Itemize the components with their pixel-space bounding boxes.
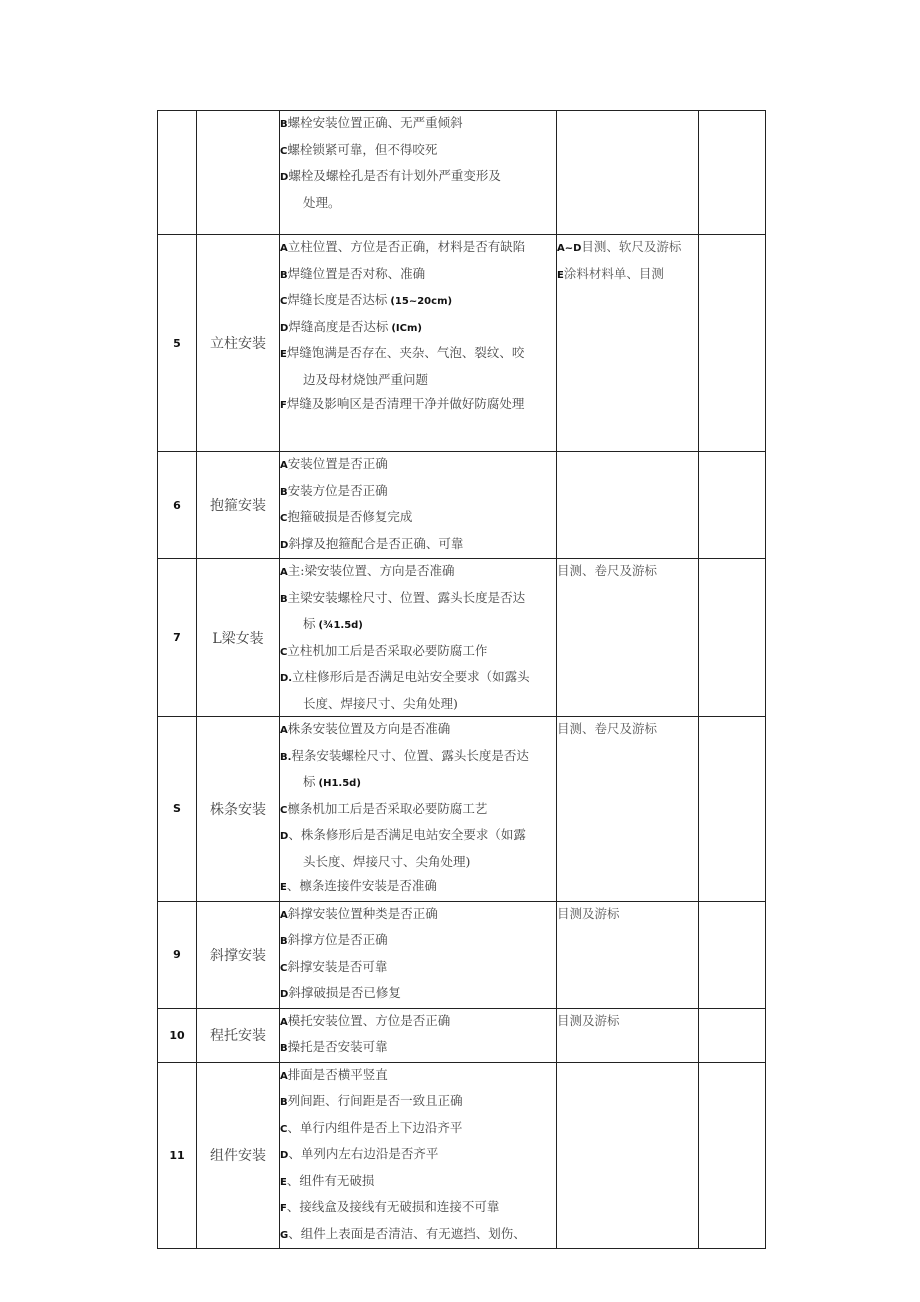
requirement-line	[280, 823, 556, 850]
requirement-marker: C	[280, 804, 288, 816]
table-row	[158, 452, 766, 559]
requirement-line	[280, 532, 556, 559]
requirement-line	[280, 235, 556, 262]
row-number: 9	[158, 901, 197, 1008]
item-name: 组件安装	[197, 1062, 280, 1249]
requirement-marker: C	[280, 513, 288, 524]
requirement-line	[280, 612, 556, 639]
requirement-line	[280, 850, 556, 875]
requirement-line	[280, 1169, 556, 1196]
requirement-line	[280, 452, 556, 479]
requirements-cell	[280, 559, 557, 717]
requirement-marker: D	[280, 831, 289, 842]
inspection-table	[157, 110, 766, 1249]
method-text: 目测、卷尺及游标	[557, 721, 658, 736]
requirement-line	[280, 955, 556, 982]
method-cell	[557, 717, 699, 902]
method-cell	[557, 1008, 699, 1062]
requirement-text: 焊缝长度是否达标	[287, 292, 388, 307]
item-name: 株条安装	[197, 717, 280, 902]
row-number: 5	[158, 235, 197, 452]
requirement-line	[280, 315, 556, 342]
requirement-text: 株条安装位置及方向是否准确	[287, 721, 451, 736]
requirement-text: 、组件上表面是否清洁、有无遮挡、划伤、	[288, 1225, 526, 1241]
requirement-text: 立柱位置、方位是否正确，材料是否有缺陷	[287, 239, 526, 254]
requirements-cell	[280, 1062, 557, 1249]
requirement-line	[280, 505, 556, 532]
requirement-marker: D.	[280, 673, 293, 684]
table-row	[158, 717, 766, 902]
requirement-text: 标	[303, 616, 316, 631]
requirement-marker: E	[280, 349, 287, 360]
requirement-spec: (15~20cm)	[390, 296, 453, 307]
requirement-text: 标	[303, 774, 316, 789]
requirement-text: 斜撑安装位置种类是否正确	[287, 905, 438, 921]
requirement-text: 程条安装螺栓尺寸、位置、露头长度是否达	[291, 747, 529, 763]
method-cell	[557, 901, 699, 1008]
requirement-marker: C	[280, 296, 288, 307]
method-marker: A~D	[557, 243, 582, 254]
method-cell	[557, 452, 699, 559]
method-line	[557, 262, 698, 289]
requirements-cell	[280, 235, 557, 452]
method-line	[557, 1009, 698, 1034]
remarks-cell	[699, 235, 766, 452]
remarks-cell	[699, 111, 766, 235]
requirement-marker: B	[280, 1043, 288, 1054]
requirement-text: 安装方位是否正确	[287, 482, 388, 498]
inspection-table-body	[158, 111, 766, 1249]
table-row	[158, 235, 766, 452]
row-number: 7	[158, 559, 197, 717]
requirement-text: 焊缝及影响区是否清理干净并做好防腐处理	[286, 396, 525, 411]
requirement-marker: G	[280, 1229, 289, 1241]
requirement-line	[280, 928, 556, 955]
requirement-text: 头长度、焊接尺寸、尖角处理)	[303, 853, 471, 869]
requirement-line	[280, 288, 556, 315]
method-cell	[557, 111, 699, 235]
requirement-line	[280, 902, 556, 929]
requirement-line	[280, 981, 556, 1008]
requirement-marker: F	[280, 400, 287, 411]
requirement-line	[280, 341, 556, 368]
method-cell	[557, 1062, 699, 1249]
remarks-cell	[699, 1008, 766, 1062]
requirement-marker: E	[280, 882, 287, 893]
remarks-cell	[699, 717, 766, 902]
row-number: 11	[158, 1062, 197, 1249]
requirement-text: 抱箍破损是否修复完成	[287, 509, 413, 524]
item-name	[197, 111, 280, 235]
requirement-text: 檩条机加工后是否采取必要防腐工艺	[287, 800, 488, 816]
table-row	[158, 901, 766, 1008]
requirement-text: 长度、焊接尺寸、尖角处理)	[303, 695, 458, 711]
requirement-text: 操托是否安装可靠	[287, 1039, 388, 1054]
row-number: 6	[158, 452, 197, 559]
requirements-cell	[280, 717, 557, 902]
requirement-text: 焊缝位置是否对称、准确	[287, 265, 426, 281]
requirement-line	[280, 559, 556, 586]
requirement-marker: B.	[280, 751, 292, 763]
table-row	[158, 559, 766, 717]
requirement-marker: C	[280, 145, 288, 157]
requirement-line	[280, 1116, 556, 1143]
requirement-spec: (H1.5d)	[318, 778, 361, 789]
requirement-line	[280, 1195, 556, 1222]
requirement-line	[280, 639, 556, 666]
requirement-line	[280, 717, 556, 744]
requirement-text: 边及母材烧蚀严重问题	[303, 371, 429, 387]
requirements-cell	[280, 1008, 557, 1062]
item-name: 抱箍安装	[197, 452, 280, 559]
requirement-line	[280, 692, 556, 717]
requirement-marker: B	[280, 269, 288, 281]
requirement-text: 、檩条连接件安装是否准确	[286, 878, 437, 893]
requirement-line	[280, 191, 556, 216]
requirement-text: 立柱修形后是否满足电站安全要求（如露头	[292, 669, 530, 684]
requirement-line	[280, 392, 556, 419]
requirement-line	[280, 1142, 556, 1169]
method-text: 目测及游标	[557, 905, 620, 921]
requirement-text: 处理。	[303, 194, 341, 210]
method-text: 涂料材料单、目测	[563, 265, 664, 281]
requirement-line	[280, 770, 556, 797]
method-text: 目测、软尺及游标	[581, 239, 682, 254]
requirement-marker: C	[280, 1123, 288, 1135]
requirement-text: 排面是否横平竖直	[287, 1066, 388, 1082]
requirement-line	[280, 164, 556, 191]
method-cell	[557, 235, 699, 452]
requirement-line	[280, 1222, 556, 1249]
remarks-cell	[699, 452, 766, 559]
requirement-marker: A	[280, 1016, 288, 1028]
requirement-line	[280, 368, 556, 393]
requirements-cell	[280, 452, 557, 559]
requirement-line	[280, 874, 556, 901]
requirement-text: 、单列内左右边沿是否齐平	[288, 1146, 439, 1161]
requirement-line	[280, 797, 556, 824]
row-number: 10	[158, 1008, 197, 1062]
requirements-cell	[280, 901, 557, 1008]
table-row	[158, 1008, 766, 1062]
requirement-marker: A	[280, 567, 288, 578]
requirement-marker: C	[280, 962, 288, 974]
requirement-marker: B	[280, 486, 288, 498]
requirement-line	[280, 1035, 556, 1062]
requirement-text: 斜撑破损是否已修复	[288, 985, 401, 1000]
remarks-cell	[699, 1062, 766, 1249]
requirement-text: 主梁安装螺栓尺寸、位置、露头长度是否达	[287, 589, 526, 605]
requirement-text: 立柱机加工后是否采取必要防腐工作	[287, 642, 488, 658]
requirement-marker: D	[280, 322, 289, 334]
requirement-line	[280, 744, 556, 771]
remarks-cell	[699, 901, 766, 1008]
requirement-text: 列间距、行间距是否一致且正确	[287, 1093, 463, 1108]
requirement-line	[280, 1063, 556, 1090]
requirement-line	[280, 138, 556, 165]
requirement-text: 螺栓锁紧可靠，但不得咬死	[287, 141, 438, 157]
item-name: 程托安装	[197, 1008, 280, 1062]
requirement-marker: E	[280, 1176, 287, 1188]
requirement-marker: A	[280, 725, 288, 736]
requirement-text: 主:梁安装位置、方向是否准确	[287, 563, 455, 578]
method-line	[557, 559, 698, 584]
requirement-text: 、组件有无破损	[286, 1172, 375, 1188]
requirement-line	[280, 1089, 556, 1116]
requirement-text: 斜撑方位是否正确	[287, 932, 388, 947]
requirement-text: 、单行内组件是否上下边沿齐平	[287, 1119, 463, 1135]
requirement-marker: A	[280, 909, 288, 921]
method-line	[557, 235, 698, 262]
requirement-text: 、接线盒及接线有无破损和连接不可靠	[286, 1199, 500, 1214]
requirement-marker: B	[280, 593, 288, 605]
row-number	[158, 111, 197, 235]
requirement-text: 焊缝高度是否达标	[288, 318, 389, 334]
method-text: 目测、卷尺及游标	[557, 563, 658, 578]
requirement-line	[280, 586, 556, 613]
row-number: S	[158, 717, 197, 902]
requirement-text: 、株条修形后是否满足电站安全要求（如露	[288, 827, 526, 842]
requirement-line	[280, 111, 556, 138]
requirement-text: 螺栓安装位置正确、无严重倾斜	[287, 115, 463, 130]
method-cell	[557, 559, 699, 717]
requirement-spec: (¾1.5d)	[318, 620, 363, 631]
table-row	[158, 1062, 766, 1249]
requirement-marker: B	[280, 119, 288, 130]
method-line	[557, 717, 698, 742]
requirement-text: 斜撑安装是否可靠	[287, 958, 388, 974]
requirement-line	[280, 479, 556, 506]
requirement-marker: C	[280, 646, 288, 658]
remarks-cell	[699, 559, 766, 717]
requirement-text: 螺栓及螺栓孔是否有计划外严重变形及	[288, 168, 501, 183]
requirement-marker: D	[280, 539, 289, 551]
requirement-marker: D	[280, 1150, 289, 1161]
requirement-text: 斜撑及抱箍配合是否正确、可靠	[288, 535, 464, 551]
table-row	[158, 111, 766, 235]
requirement-marker: D	[280, 172, 289, 183]
requirement-marker: A	[280, 460, 288, 471]
requirement-line	[280, 1009, 556, 1036]
requirement-marker: B	[280, 936, 288, 947]
requirement-marker: A	[280, 243, 288, 254]
requirement-spec: (ICm)	[391, 322, 422, 334]
requirement-line	[280, 262, 556, 289]
requirement-text: 模托安装位置、方位是否正确	[287, 1012, 451, 1028]
method-text: 目测及游标	[557, 1012, 620, 1028]
method-marker: E	[557, 269, 564, 281]
method-line	[557, 902, 698, 927]
item-name: 斜撑安装	[197, 901, 280, 1008]
requirement-marker: A	[280, 1070, 288, 1082]
item-name: L梁女装	[197, 559, 280, 717]
requirement-marker: B	[280, 1097, 288, 1108]
requirement-marker: F	[280, 1203, 287, 1214]
requirements-cell	[280, 111, 557, 235]
requirement-line	[280, 665, 556, 692]
requirement-text: 焊缝饱满是否存在、夹杂、气泡、裂纹、咬	[286, 345, 525, 360]
requirement-marker: D	[280, 989, 289, 1000]
requirement-text: 安装位置是否正确	[287, 456, 388, 471]
item-name: 立柱安装	[197, 235, 280, 452]
